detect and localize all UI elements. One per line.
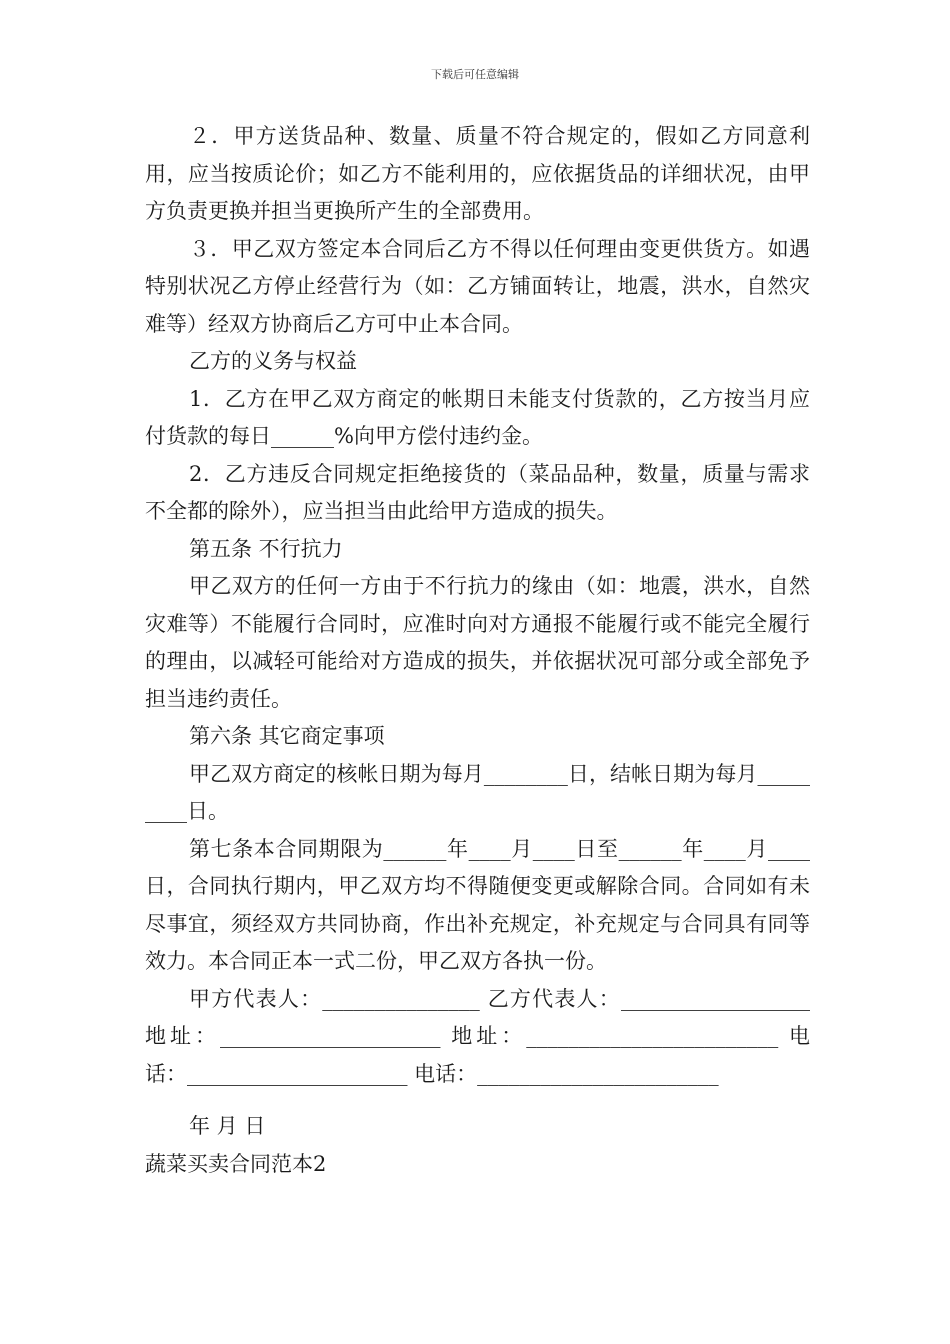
clause-2-delivery-nonconformity: ２．甲方送货品种、数量、质量不符合规定的，假如乙方同意利用，应当按质论价；如乙方不能利用的，应依据货品的详细状况，由甲方负责更换并担当更换所产生的全部费用。: [145, 124, 810, 223]
page-header: 下载后可任意编辑: [431, 68, 519, 81]
article-6-heading: 第六条 其它商定事项: [189, 724, 385, 748]
blank-spacer: [145, 1093, 810, 1108]
article-5-body: 甲乙双方的任何一方由于不行抗力的缘由（如：地震，洪水，自然灾难等）不能履行合同时，应准时向对方通报不能履行或不能完全履行的理由，以减轻可能给对方造成的损失，并依据状况可部分或全部免予担当违约责任。: [145, 574, 810, 711]
section-heading-party-b-obligations: 乙方的义务与权益: [189, 349, 357, 373]
article-6-body: 甲乙双方商定的核帐日期为每月________日，结帐日期为每月_________日。: [145, 761, 810, 823]
party-b-clause-2-refusal: 2．乙方违反合同规定拒绝接货的（菜品品种，数量，质量与需求不全都的除外），应当担当由此给甲方造成的损失。: [145, 461, 810, 523]
signature-block: 甲方代表人：_______________ 乙方代表人：__________________ 地址：_____________________ 地址：________________________ 电话：_____________________ 电话：_______________________: [145, 986, 817, 1086]
party-b-clause-1-late-payment: 1．乙方在甲乙双方商定的帐期日未能支付货款的，乙方按当月应付货款的每日______%向甲方偿付违约金。: [145, 386, 810, 448]
next-document-title: 蔬菜买卖合同范本2: [145, 1151, 327, 1176]
clause-3-supplier-change: ３．甲乙双方签定本合同后乙方不得以任何理由变更供货方。如遇特别状况乙方停止经营行为（如：乙方铺面转让，地震，洪水，自然灾难等）经双方协商后乙方可中止本合同。: [145, 236, 810, 336]
article-7-body: 第七条本合同期限为______年____月____日至______年____月____日，合同执行期内，甲乙双方均不得随便变更或解除合同。合同如有未尽事宜，须经双方共同协商，作出补充规定，补充规定与合同具有同等效力。本合同正本一式二份，甲乙双方各执一份。: [145, 836, 810, 973]
article-5-heading: 第五条 不行抗力: [189, 536, 343, 561]
document-body: [145, 118, 817, 1183]
date-line: 年 月 日: [189, 1114, 266, 1138]
